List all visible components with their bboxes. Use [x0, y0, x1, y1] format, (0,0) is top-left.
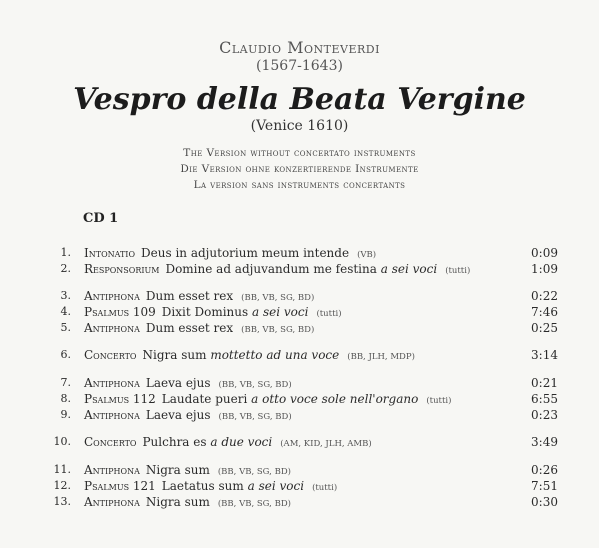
- track-row: [0, 305, 599, 322]
- track-performers: (tutti): [426, 396, 452, 406]
- track-performers: (BB, VB, SG, BD): [218, 380, 292, 390]
- track-scoring: a sei voci: [247, 479, 305, 493]
- track-duration: 0:25: [531, 321, 558, 335]
- work-subtitle: (Venice 1610): [250, 118, 349, 134]
- track-row: [0, 435, 599, 452]
- track-performers: (tutti): [445, 266, 471, 276]
- version-english: The Version without concertato instruments: [183, 147, 416, 159]
- track-performers: (BB, VB, SG, BD): [241, 325, 315, 335]
- track-description: [84, 435, 372, 449]
- track-number: 10.: [53, 435, 71, 448]
- track-scoring: a sei voci: [380, 262, 438, 276]
- track-text: Pulchra es a due voci: [142, 435, 273, 449]
- track-scoring: a due voci: [210, 435, 273, 449]
- track-text: Deus in adjutorium meum intende: [141, 246, 350, 260]
- track-row: [0, 348, 599, 365]
- track-text: Laeva ejus: [145, 408, 211, 422]
- track-type: Concerto: [84, 435, 137, 449]
- track-number: 4.: [60, 305, 71, 318]
- work-title: Vespro della Beata Vergine: [73, 82, 526, 117]
- track-number: 13.: [53, 495, 71, 508]
- track-text: Nigra sum: [145, 495, 210, 509]
- track-performers: (tutti): [316, 309, 342, 319]
- track-description: [84, 246, 376, 260]
- track-performers: (AM, KID, JLH, AMB): [280, 439, 372, 449]
- track-type: Psalmus 112: [84, 392, 156, 406]
- track-type: Antiphona: [84, 495, 140, 509]
- version-french: La version sans instruments concertants: [193, 179, 406, 191]
- track-duration: 0:09: [531, 246, 558, 260]
- track-description: [84, 305, 342, 319]
- track-row: [0, 495, 599, 512]
- track-number: 11.: [53, 463, 71, 476]
- track-number: 9.: [60, 408, 71, 421]
- composer-name: Claudio Monteverdi: [219, 38, 380, 57]
- track-text: Laetatus sum a sei voci: [161, 479, 305, 493]
- track-row: [0, 289, 599, 306]
- track-description: [84, 495, 291, 509]
- track-duration: 0:26: [531, 463, 558, 477]
- track-text: Nigra sum: [145, 463, 210, 477]
- track-scoring: a otto voce sole nell'organo: [251, 392, 419, 406]
- track-description: [84, 463, 291, 477]
- version-german: Die Version ohne konzertierende Instrumente: [180, 163, 419, 175]
- track-performers: (BB, VB, SG, BD): [217, 467, 291, 477]
- track-performers: (BB, JLH, MDP): [347, 352, 415, 362]
- track-number: 5.: [60, 321, 71, 334]
- track-scoring: a sei voci: [252, 305, 309, 319]
- track-number: 3.: [60, 289, 71, 302]
- track-text: Dixit Dominus a sei voci: [161, 305, 309, 319]
- track-text: Nigra sum mottetto ad una voce: [142, 348, 340, 362]
- track-type: Responsorium: [84, 262, 160, 276]
- track-duration: 6:55: [531, 392, 558, 406]
- track-row: [0, 376, 599, 393]
- track-text: Domine ad adjuvandum me festina a sei voci: [165, 262, 438, 276]
- track-text: Laeva ejus: [145, 376, 211, 390]
- track-duration: 0:30: [531, 495, 558, 509]
- track-type: Antiphona: [84, 463, 140, 477]
- cd-label: CD 1: [83, 211, 119, 226]
- track-duration: 1:09: [531, 262, 558, 276]
- track-type: Intonatio: [84, 246, 136, 260]
- track-number: 8.: [60, 392, 71, 405]
- track-description: [84, 408, 292, 422]
- track-description: [84, 262, 470, 276]
- track-duration: 3:49: [531, 435, 558, 449]
- track-text: Dum esset rex: [145, 321, 234, 335]
- track-row: [0, 479, 599, 496]
- track-number: 12.: [53, 479, 71, 492]
- track-number: 6.: [60, 348, 71, 361]
- track-number: 1.: [60, 246, 71, 259]
- track-type: Antiphona: [84, 289, 140, 303]
- track-type: Antiphona: [84, 321, 140, 335]
- track-duration: 0:21: [531, 376, 558, 390]
- composer-dates: (1567-1643): [256, 58, 343, 74]
- track-performers: (BB, VB, SG, BD): [217, 499, 291, 509]
- track-row: [0, 321, 599, 338]
- track-row: [0, 408, 599, 425]
- track-description: [84, 321, 314, 335]
- track-type: Antiphona: [84, 408, 140, 422]
- track-row: [0, 392, 599, 409]
- track-text: Laudate pueri a otto voce sole nell'organo: [161, 392, 419, 406]
- track-type: Psalmus 121: [84, 479, 156, 493]
- track-number: 7.: [60, 376, 71, 389]
- track-row: [0, 246, 599, 263]
- track-performers: (tutti): [312, 483, 338, 493]
- track-description: [84, 392, 451, 406]
- track-duration: 7:51: [531, 479, 558, 493]
- track-duration: 0:23: [531, 408, 558, 422]
- track-description: [84, 348, 415, 362]
- track-description: [84, 376, 292, 390]
- track-scoring: mottetto ad una voce: [210, 348, 340, 362]
- track-duration: 7:46: [531, 305, 558, 319]
- track-row: [0, 463, 599, 480]
- track-type: Psalmus 109: [84, 305, 156, 319]
- track-duration: 3:14: [531, 348, 558, 362]
- track-description: [84, 479, 337, 493]
- track-duration: 0:22: [531, 289, 558, 303]
- track-number: 2.: [60, 262, 71, 275]
- track-description: [84, 289, 314, 303]
- track-performers: (BB, VB, SG, BD): [218, 412, 292, 422]
- track-row: [0, 262, 599, 279]
- track-performers: (VB): [357, 250, 377, 260]
- track-text: Dum esset rex: [145, 289, 234, 303]
- track-type: Concerto: [84, 348, 137, 362]
- track-performers: (BB, VB, SG, BD): [241, 293, 315, 303]
- track-type: Antiphona: [84, 376, 140, 390]
